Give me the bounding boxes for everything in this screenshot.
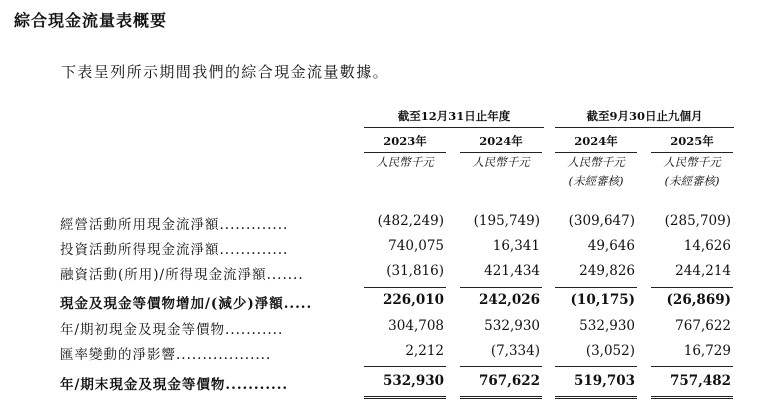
table-row (60, 318, 740, 338)
cell-value: 14,626 (683, 238, 731, 254)
cell-value: 767,622 (675, 318, 731, 334)
cell-value: 532,930 (382, 373, 444, 389)
total-double-rule (460, 396, 542, 399)
cell-value: 532,930 (484, 318, 540, 334)
unaudited-note: (未經審核) (568, 174, 624, 188)
row-label: 融資活動(所用)/所得現金流淨額....... (60, 267, 304, 283)
subtotal-rule (460, 287, 542, 288)
table-row (60, 213, 740, 233)
row-label: 投資活動所得現金流淨額............. (60, 242, 289, 258)
total-double-rule (364, 396, 446, 399)
section-title: 綜合現金流量表概要 (14, 11, 168, 30)
header-group-nine-months: 截至9月30日止九個月 (555, 108, 734, 128)
cell-value: 519,703 (573, 373, 635, 389)
cell-value: 16,729 (683, 343, 731, 359)
row-label: 年/期初現金及現金等價物........... (60, 322, 284, 338)
subtotal-rule (555, 287, 637, 288)
subtotal-rule (364, 287, 446, 288)
header-period-2025: 2025年 (651, 133, 733, 153)
total-double-rule (555, 396, 637, 399)
table-row (60, 263, 740, 283)
cell-value: 421,434 (484, 263, 540, 279)
header-period-2024: 2024年 (555, 133, 637, 153)
cell-value: 304,708 (388, 318, 444, 334)
row-label: 年/期末現金及現金等價物........... (60, 377, 289, 393)
cell-value: 49,646 (587, 238, 635, 254)
cell-value: 740,075 (388, 238, 444, 254)
header-year-2023: 2023年 (364, 133, 446, 153)
cell-value: (31,816) (386, 263, 444, 279)
table-row-subtotal (60, 292, 740, 312)
row-label: 匯率變動的淨影響.................. (60, 347, 272, 363)
total-rule (651, 366, 733, 367)
unit-label (456, 153, 546, 172)
header-group-fiscal-year: 截至12月31日止年度 (364, 108, 544, 128)
cell-value: (285,709) (664, 213, 731, 229)
cell-value: (482,249) (377, 213, 444, 229)
unaudited-note: (未經審核) (664, 174, 720, 188)
cell-value: 242,026 (478, 292, 540, 308)
cell-value: 16,341 (492, 238, 540, 254)
cell-value: (7,334) (490, 343, 540, 359)
cell-value: 244,214 (675, 263, 731, 279)
table-row-total (60, 373, 740, 393)
total-rule (364, 366, 446, 367)
unit-label (360, 153, 450, 172)
cell-value: 757,482 (669, 373, 731, 389)
table-row (60, 343, 740, 363)
row-label: 經營活動所用現金流淨額............. (60, 217, 289, 233)
cell-value: 767,622 (478, 373, 540, 389)
cell-value: (3,052) (585, 343, 635, 359)
cell-value: 532,930 (579, 318, 635, 334)
cell-value: 249,826 (579, 263, 635, 279)
cell-value: 2,212 (405, 343, 444, 359)
unit-text: 人民幣千元 (567, 155, 625, 169)
unit-text: 人民幣千元 (663, 155, 721, 169)
cell-value: (195,749) (473, 213, 540, 229)
intro-text: 下表呈列所示期間我們的綜合現金流量數據。 (61, 63, 390, 81)
unit-label (551, 153, 641, 191)
unit-label (647, 153, 737, 191)
cell-value: 226,010 (382, 292, 444, 308)
cell-value: (26,869) (666, 292, 731, 308)
unit-text: 人民幣千元 (472, 155, 530, 169)
table-row (60, 238, 740, 258)
unit-text: 人民幣千元 (376, 155, 434, 169)
header-year-2024: 2024年 (460, 133, 542, 153)
subtotal-rule (651, 287, 733, 288)
total-rule (460, 366, 542, 367)
total-rule (555, 366, 637, 367)
row-label: 現金及現金等價物增加/(減少)淨額..... (60, 296, 313, 312)
cell-value: (309,647) (568, 213, 635, 229)
cell-value: (10,175) (570, 292, 635, 308)
total-double-rule (651, 396, 733, 399)
